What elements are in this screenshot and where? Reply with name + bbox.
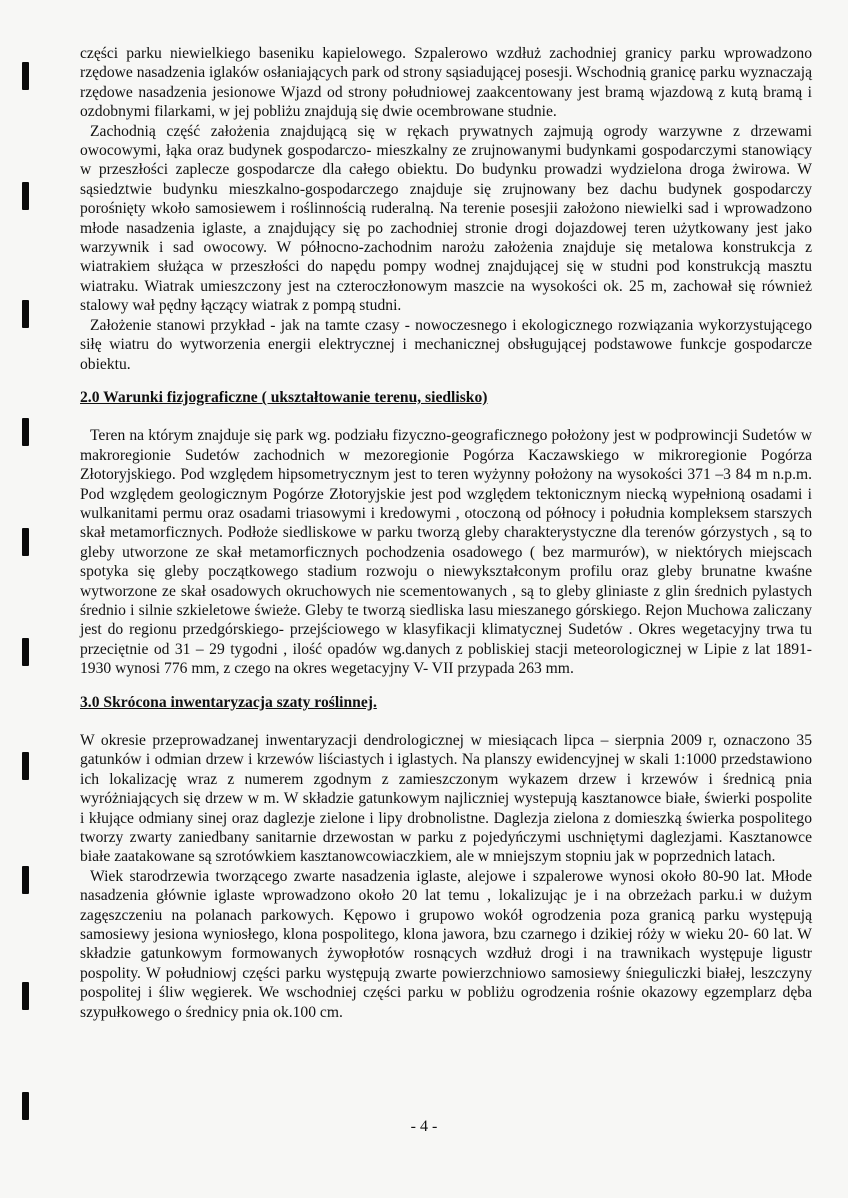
section-2-heading: 2.0 Warunki fizjograficzne ( ukształtowanie terenu, siedlisko) xyxy=(80,388,488,406)
binding-mark xyxy=(22,528,29,556)
binding-mark xyxy=(22,982,29,1010)
intro-paragraph-2: Zachodnią część założenia znajdującą się w rękach prywatnych zajmują ogrody warzywne z drzewami owocowymi, łąka oraz budynek gospodarczo- mieszkalny ze zrujnowanymi budynkami gospodarczymi stanowiący w przeszłości zaplecze gospodarcze dla całego obiektu. Do budynku prowadzi wydzielona droga żwirowa. W sąsiedztwie budynku mieszkalno-gospodarczego znajduje się zrujnowany bez dachu budynek gospodarczy porośnięty wkoło samosiewem i roślinnością ruderalną. Na terenie posesjii założono niewielki sad i wprowadzono młode nasadzenia iglaste, a znajdujący się po zachodniej stronie drogi dojazdowej teren użytkowany jest jako warzywnik i sad owocowy. W północno-zachodnim narożu założenia znajduje się metalowa konstrukcja z wiatrakiem służąca w przeszłości do napędu pompy wodnej znajdującej się w studni pod konstrukcją masztu wiatraku. Wiatrak umieszczony jest na czteroczłonowym maszcie na wysokości ok. 25 m, zachował się również stalowy wał pędny łączący wiatrak z pompą studni. xyxy=(80,122,812,315)
page-number: - 4 - xyxy=(410,1118,438,1135)
intro-paragraph-1: części parku niewielkiego baseniku kapielowego. Szpalerowo wzdłuż zachodniej granicy parku wprowadzono rzędowe nasadzenia iglaków osłaniających park od strony sąsiadującej posesji. Wschodnią granicę parku wyznaczają rzędowe nasadzenia jesionowe Wjazd od strony południowej zaakcentowany jest bramą wjazdową z kutą bramą i ozdobnymi filarkami, w jej pobliżu znajdują się dwie ocembrowane studnie. xyxy=(80,45,812,121)
section-2-paragraph: Teren na którym znajduje się park wg. podziału fizyczno-geograficznego położony jest w podprowincji Sudetów w makroregionie Sudetów zachodnich w mezoregionie Pogórza Kaczawskiego w mikroregionie Pogórza Złotoryjskiego. Pod względem hipsometrycznym jest to teren wyżynny położony na wysokości 371 –3 84 m n.p.m. Pod względem geologicznym Pogórze Złotoryjskie jest pod względem tektonicznym niecką wypełnioną osadami i wulkanitami permu oraz osadami triasowymi i kredowymi , otoczoną od północy i południa kompleksem starszych skał metamorficznych. Podłoże siedliskowe w parku tworzą gleby charakterystyczne dla terenów górzystych , są to gleby utworzone ze skał metamorficznych pochodzenia osadowego ( bez marmurów), w niektórych miejscach spotyka się gleby początkowego stadium rozwoju o niewykształconym profilu oraz gleby brunatne kwaśne wytworzone ze skał osadowych okruchowych nie scementowanych , są to gleby gliniaste z glin średnich pylastych średnio i silnie szkieletowe świeże. Gleby te tworzą siedliska lasu mieszanego górskiego. Rejon Muchowa zaliczany jest do regionu przedgórskiego- przejściowego w klasyfikacji klimatycznej Sudetów . Okres wegetacyjny trwa tu przeciętnie od 31 – 29 tygodni , ilość opadów wg.danych z pobliskiej stacji meteorologicznej w Lipie z lat 1891-1930 wynosi 776 mm, z czego na okres wegetacyjny V- VII przypada 263 mm. xyxy=(80,427,812,678)
binding-mark xyxy=(22,182,29,210)
binding-marks xyxy=(22,0,30,1198)
binding-mark xyxy=(22,300,29,328)
document-body xyxy=(80,44,812,1022)
binding-mark xyxy=(22,752,29,780)
binding-mark xyxy=(22,638,29,666)
binding-mark xyxy=(22,418,29,446)
section-3-paragraph-1: W okresie przeprowadzanej inwentaryzacji dendrologicznej w miesiącach lipca – sierpnia 2009 r, oznaczono 35 gatunków i odmian drzew i krzewów liściastych i iglastych. Na planszy ewidencyjnej w skali 1:1000 przedstawiono ich lokalizację wraz z numerem zgodnym z zamieszczonym wykazem drzew i krzewów i średnicą pnia wyróżniających się drzew w m. W składzie gatunkowym najliczniej wystepują kasztanowce białe, świerki pospolite i kłujące odmiany sinej oraz daglezje zielone i lipy drobnolistne. Daglezja zielona z domieszką świerka pospolitego tworzy zwarty zaniedbany sanitarnie drzewostan w parku z pojedyńczymi uschniętymi daglezjami. Kasztanowce białe zaatakowane są szrotówkiem kasztanowcowiaczkiem, ale w mniejszym stopniu jak w poprzednich latach. xyxy=(80,732,812,866)
binding-mark xyxy=(22,1092,29,1120)
section-3-paragraph-2: Wiek starodrzewia tworzącego zwarte nasadzenia iglaste, alejowe i szpalerowe wynosi około 80-90 lat. Młode nasadzenia głównie iglaste wprowadzono około 20 lat temu , lokalizując je i na obrzeżach parku.i w dużym zagęszczeniu na polanach parkowych. Kępowo i grupowo wokół ogrodzenia poza granicą parku występują samosiewy jesiona wyniosłego, klona pospolitego, klona jawora, bzu czarnego i dzikiej róży w wieku 20- 60 lat. W składzie gatunkowym formowanych żywopłotów rosnących wzdłuż drogi i na trawnikach występuje ligustr pospolity. W południowj części parku występują zwarte powierzchniowo samosiewy śnieguliczki białej, leszczyny pospolitej i śliw węgierek. We wschodniej części parku w pobliżu ogrodzenia rośnie okazowy egzemplarz dęba szypułkowego o średnicy pnia ok.100 cm. xyxy=(80,867,812,1021)
binding-mark xyxy=(22,62,29,90)
intro-paragraph-3: Założenie stanowi przykład - jak na tamte czasy - nowoczesnego i ekologicznego rozwiązania wykorzystującego siłę wiatru do wytworzenia energii elektrycznej i mechanicznej obsługującej podstawowe funkcje gospodarcze obiektu. xyxy=(80,316,812,373)
binding-mark xyxy=(22,866,29,894)
section-3-heading: 3.0 Skrócona inwentaryzacja szaty roślinnej. xyxy=(80,693,377,711)
